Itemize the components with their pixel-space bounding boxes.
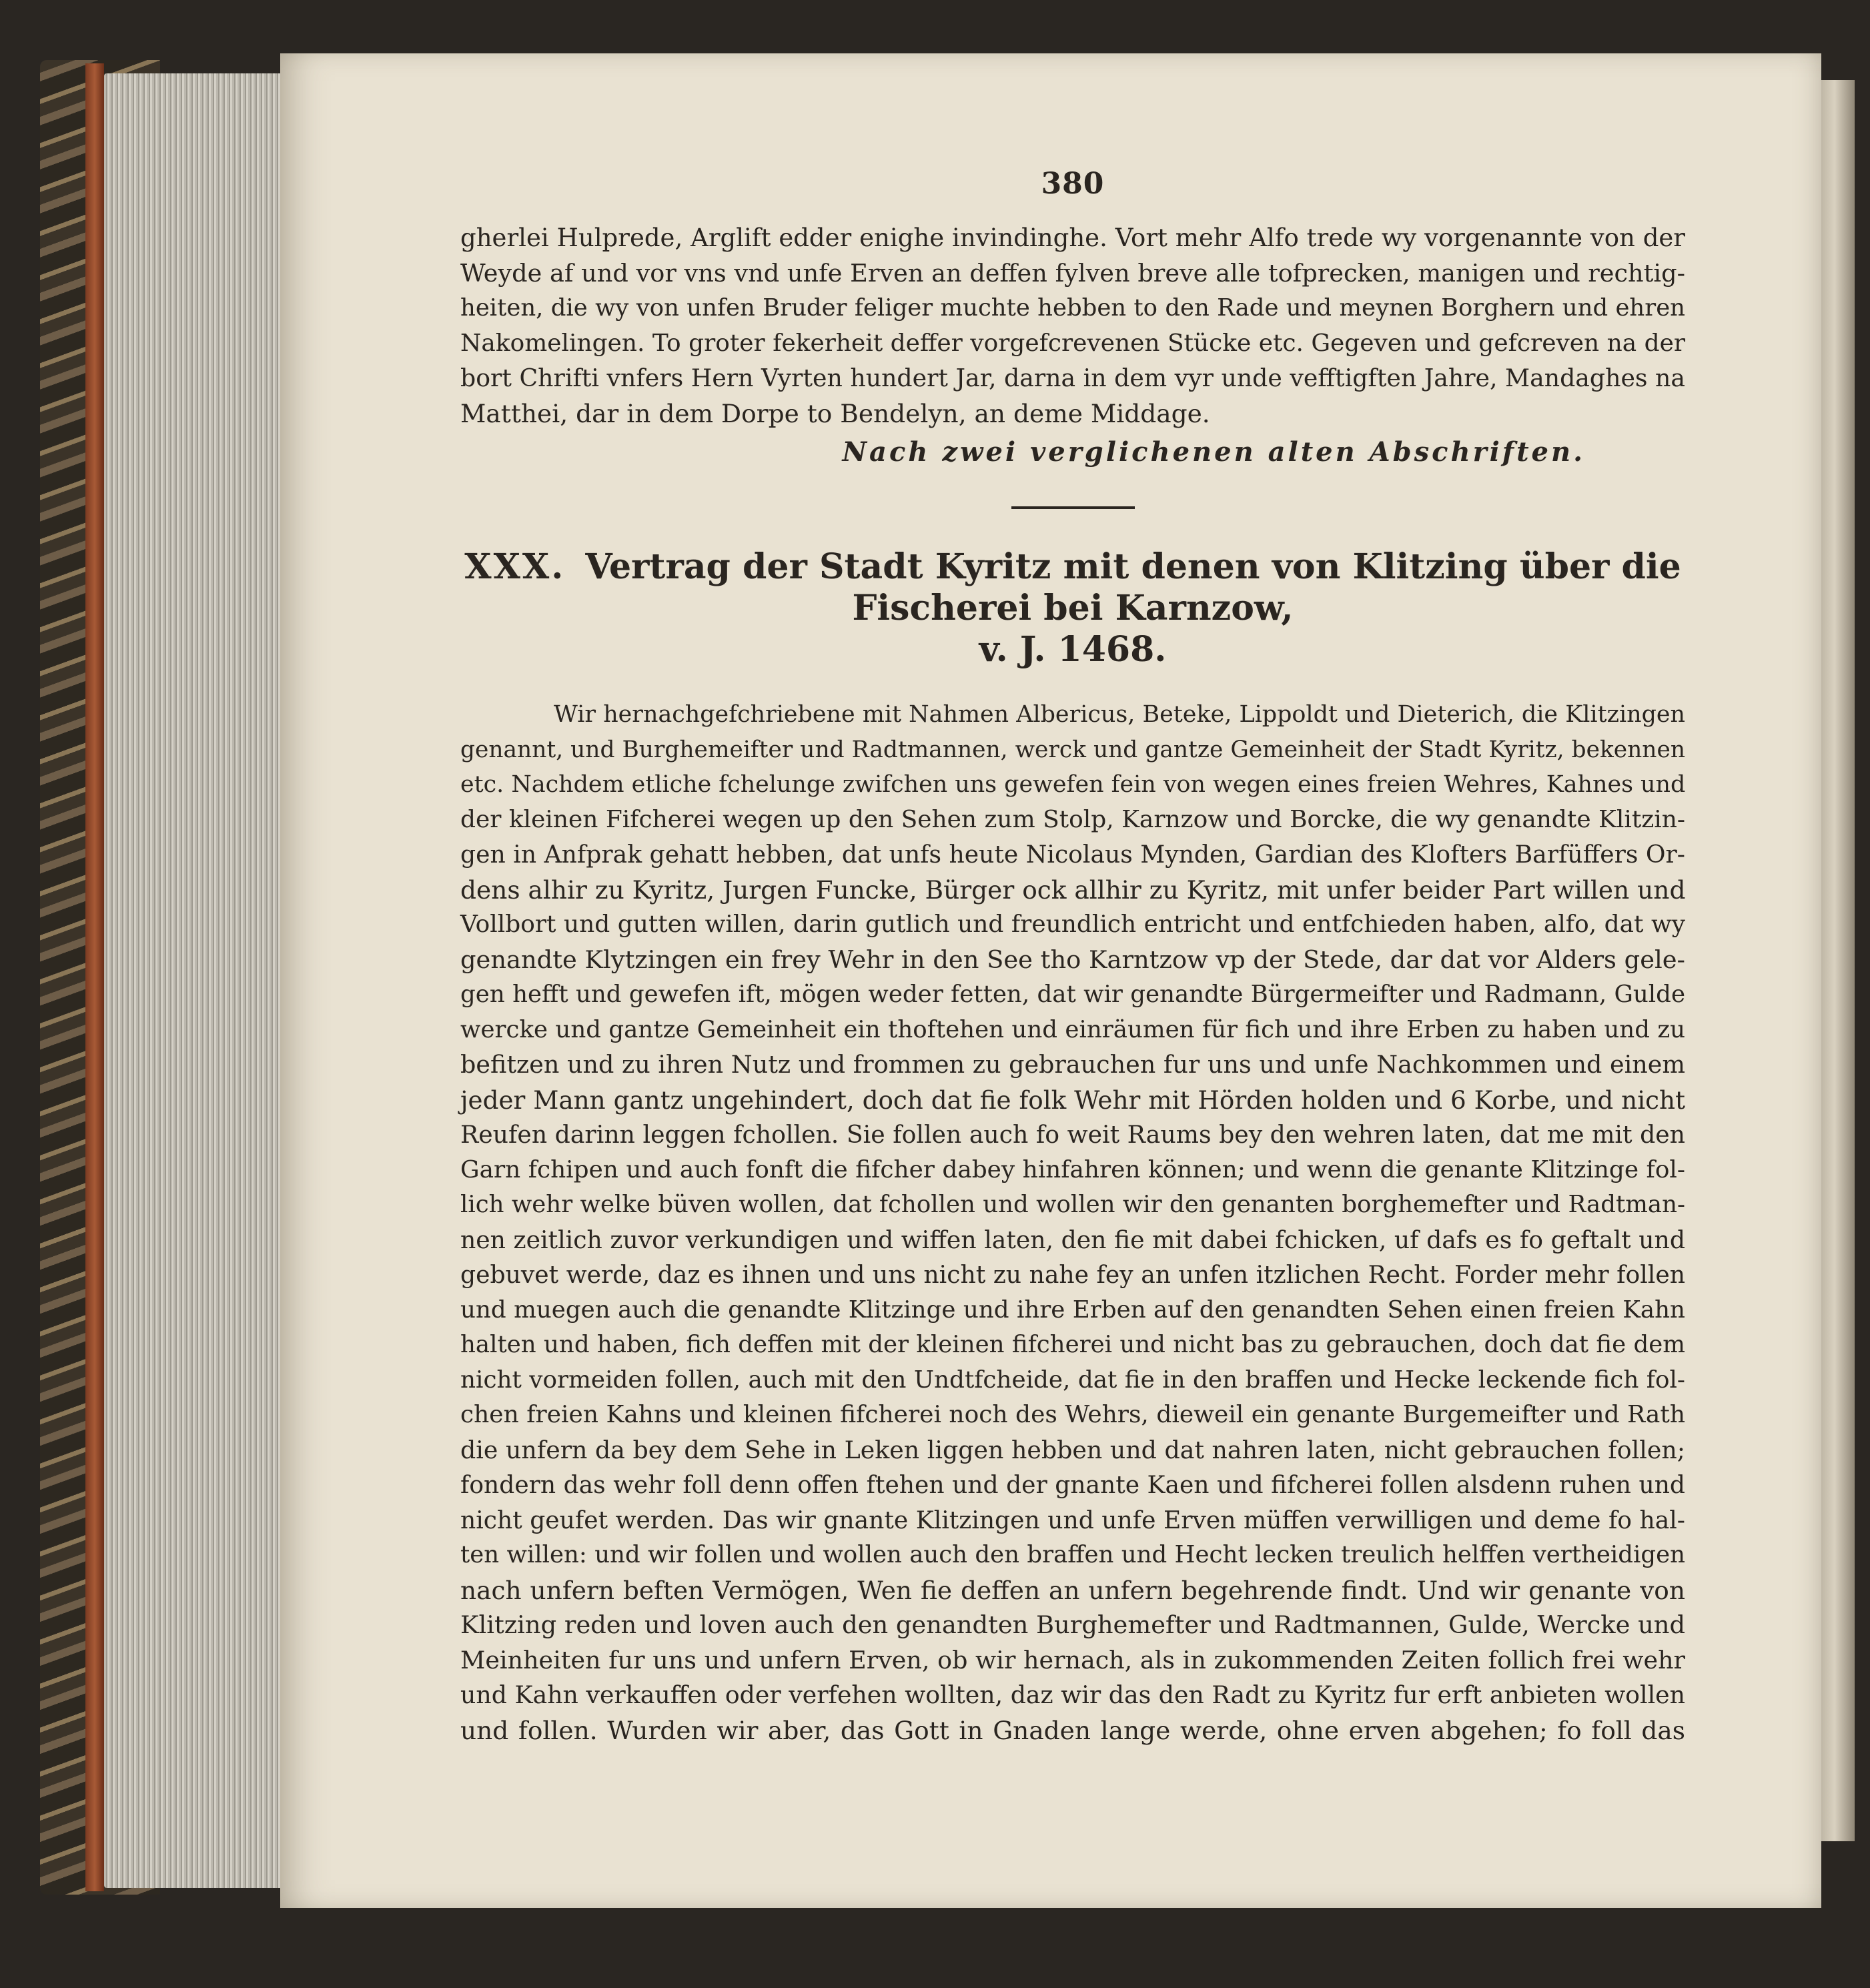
text-line: nicht geufet werden. Das wir gnante Klitzingen und unfe Erven müffen verwilligen und deme fo hal- bbox=[460, 1506, 1685, 1534]
text-line: Matthei, dar in dem Dorpe to Bendelyn, an deme Middage. bbox=[460, 398, 1210, 428]
page-stack-edges bbox=[104, 73, 284, 1888]
text-line: halten und haben, fich deffen mit der kleinen fifcherei und nicht bas zu gebrauchen, doch dat fie dem bbox=[460, 1331, 1685, 1358]
text-line: chen freien Kahns und kleinen fifcherei noch des Wehrs, dieweil ein genante Burgemeifter und Rath bbox=[460, 1401, 1685, 1428]
text-line: und follen. Wurden wir aber, das Gott in Gnaden lange werde, ohne erven abgehen; fo foll das bbox=[460, 1715, 1685, 1745]
top-paragraph bbox=[460, 221, 1685, 431]
next-leaf-edge bbox=[1821, 80, 1855, 1841]
text-line: fondern das wehr foll denn offen ftehen und der gnante Kaen und fifcherei follen alsdenn ruhen und bbox=[460, 1471, 1685, 1499]
text-line: und Kahn verkauffen oder verfehen wollten, daz wir das den Radt zu Kyritz fur erft anbieten wollen bbox=[460, 1680, 1685, 1709]
text-line: dens alhir zu Kyritz, Jurgen Funcke, Bürger ock allhir zu Kyritz, mit unfer beider Part willen und bbox=[460, 875, 1686, 905]
heading-line-1 bbox=[460, 546, 1685, 629]
section-heading bbox=[460, 546, 1685, 670]
text-line: Meinheiten fur uns und unfern Erven, ob wir hernach, als in zukommenden Zeiten follich frei wehr bbox=[460, 1645, 1685, 1674]
text-line: Garn fchipen und auch fonft die fifcher dabey hinfahren können; und wenn die genante Klitzinge fol- bbox=[460, 1155, 1685, 1183]
text-line: Vollbort und gutten willen, darin gutlich und freundlich entricht und entfchieden haben, alfo, dat wy bbox=[460, 911, 1685, 938]
text-line: Weyde af und vor vns vnd unfe Erven an deffen fylven breve alle tofprecken, manigen und rechtig- bbox=[460, 258, 1685, 288]
text-line: lich wehr welke büven wollen, dat fchollen und wollen wir den genanten borghemefter und Radtman- bbox=[460, 1191, 1685, 1218]
section-divider bbox=[1011, 506, 1135, 509]
page-number: 380 bbox=[1041, 167, 1105, 201]
page-text-block bbox=[460, 167, 1685, 1748]
text-line: der kleinen Fifcherei wegen up den Sehen zum Stolp, Karnzow und Borcke, die wy genandte Klitzin- bbox=[460, 805, 1685, 833]
body-paragraph bbox=[460, 697, 1685, 1748]
text-line: heiten, die wy von unfen Bruder feliger muchte hebben to den Rade und meynen Borghern und ehren bbox=[460, 294, 1685, 322]
section-number: XXX. bbox=[464, 546, 566, 587]
text-line: Klitzing reden und loven auch den genandten Burghemefter und Radtmannen, Gulde, Wercke und bbox=[460, 1610, 1685, 1639]
text-line: wercke und gantze Gemeinheit ein thoftehen und einräumen für fich und ihre Erben zu haben und zu bbox=[460, 1015, 1685, 1043]
book-spine-edge bbox=[85, 63, 104, 1891]
text-line: bort Chrifti vnfers Hern Vyrten hundert Jar, darna in dem vyr unde vefftigften Jahre, Mandaghes na bbox=[460, 364, 1686, 392]
text-line: gherlei Hulprede, Arglift edder enighe invindinghe. Vort mehr Alfo trede wy vorgenannte von der bbox=[460, 223, 1685, 252]
text-line: nen zeitlich zuvor verkundigen und wiffen laten, den fie mit dabei fchicken, uf dafs es fo geftalt und bbox=[460, 1225, 1685, 1254]
text-line: nach unfern beften Vermögen, Wen fie deffen an unfern begehrende findt. Und wir genante von bbox=[460, 1575, 1685, 1605]
text-line: jeder Mann gantz ungehindert, doch dat fie folk Wehr mit Hörden holden und 6 Korbe, und nicht bbox=[460, 1085, 1685, 1115]
text-line: die unfern da bey dem Sehe in Leken liggen hebben und dat nahren laten, nicht gebrauchen follen; bbox=[460, 1435, 1685, 1464]
text-line: befitzen und zu ihren Nutz und frommen zu gebrauchen fur uns und unfe Nachkommen und einem bbox=[460, 1050, 1685, 1079]
text-line: etc. Nachdem etliche fchelunge zwifchen uns gewefen fein von wegen eines freien Wehres, Kahnes und bbox=[460, 771, 1686, 798]
source-note: Nach zwei verglichenen alten Abschriften. bbox=[842, 436, 1585, 468]
text-line: nicht vormeiden follen, auch mit den Undtfcheide, dat fie in den braffen und Hecke leckende fich fol- bbox=[460, 1366, 1685, 1394]
text-line: Reufen darinn leggen fchollen. Sie follen auch fo weit Raums bey den wehren laten, dat me mit den bbox=[460, 1120, 1685, 1149]
text-line: gen hefft und gewefen ift, mögen weder fetten, dat wir genandte Bürgermeifter und Radmann, Gulde bbox=[460, 981, 1685, 1008]
text-line: genandte Klytzingen ein frey Wehr in den See tho Karntzow vp der Stede, dar dat vor Alders gele- bbox=[460, 945, 1685, 974]
text-line: genannt, und Burghemeifter und Radtmannen, werck und gantze Gemeinheit der Stadt Kyritz, bekennen bbox=[460, 736, 1685, 763]
text-line: gen in Anfprak gehatt hebben, dat unfs heute Nicolaus Mynden, Gardian des Klofters Barfüffers Or- bbox=[460, 840, 1685, 869]
heading-title: Vertrag der Stadt Kyritz mit denen von Klitzing über die Fischerei bei Karnzow, bbox=[585, 546, 1681, 628]
text-line: gebuvet werde, daz es ihnen und uns nicht zu nahe fey an unfen itzlichen Recht. Forder mehr follen bbox=[460, 1260, 1685, 1289]
text-line: Nakomelingen. To groter fekerheit deffer vorgefcrevenen Stücke etc. Gegeven und gefcreven na der bbox=[460, 329, 1685, 357]
text-line: ten willen: und wir follen und wollen auch den braffen und Hecht lecken treulich helffen vertheidigen bbox=[460, 1541, 1685, 1568]
text-line: und muegen auch die genandte Klitzinge und ihre Erben auf den genandten Sehen einen freien Kahn bbox=[460, 1296, 1685, 1324]
text-line: Wir hernachgefchriebene mit Nahmen Albericus, Beteke, Lippoldt und Dieterich, die Klitzingen bbox=[554, 701, 1685, 728]
heading-line-2: v. J. 1468. bbox=[979, 629, 1167, 670]
